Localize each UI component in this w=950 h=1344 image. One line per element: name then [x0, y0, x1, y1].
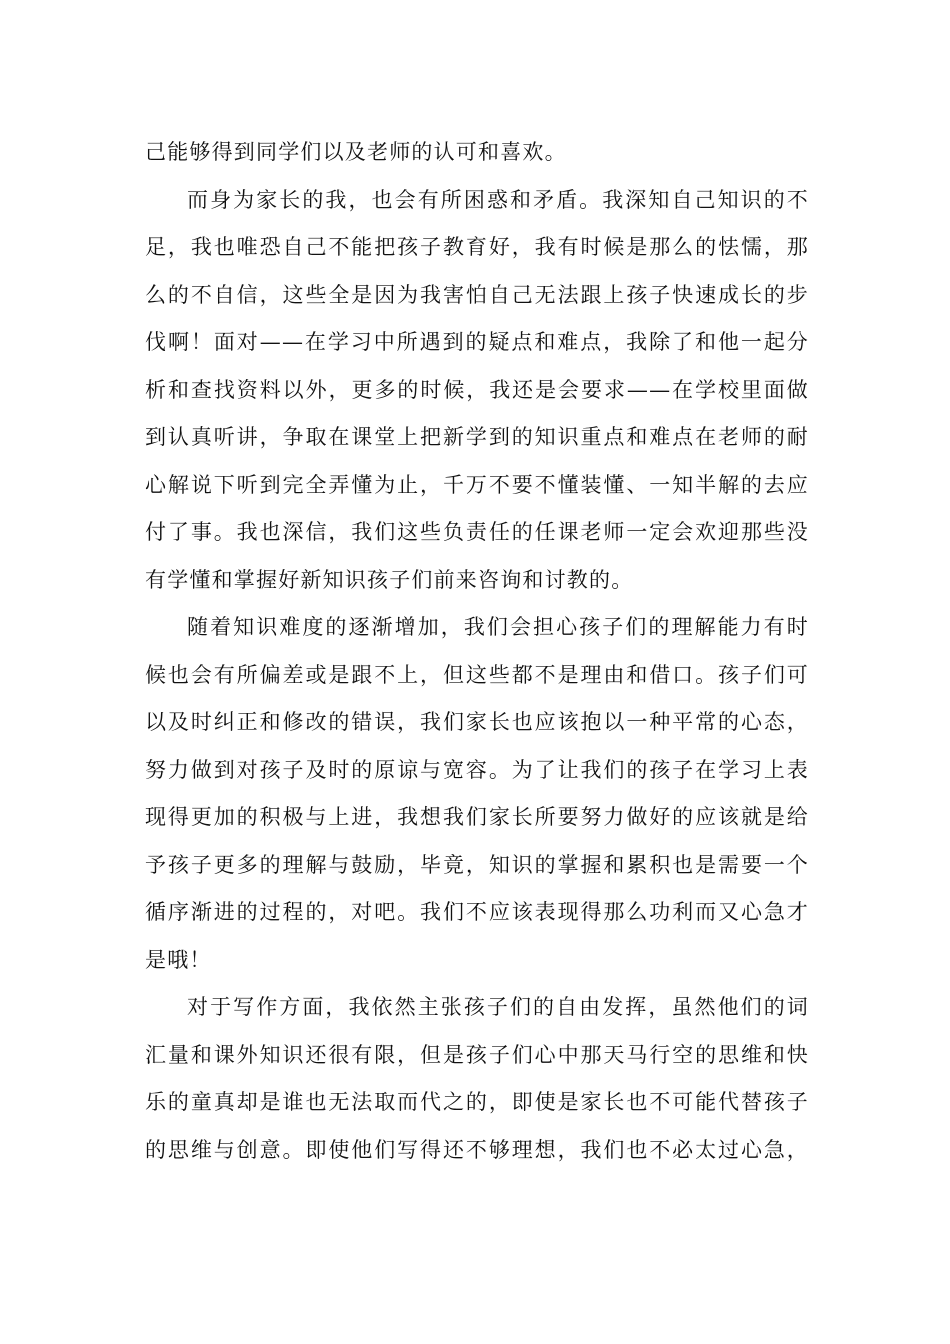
text-line: 予孩子更多的理解与鼓励，毕竟，知识的掌握和累积也是需要一个 [145, 852, 809, 877]
text-line: 己能够得到同学们以及老师的认可和喜欢。 [145, 140, 567, 164]
text-line: 现得更加的积极与上进，我想我们家长所要努力做好的应该就是给 [145, 805, 809, 829]
text-line: 对于写作方面，我依然主张孩子们的自由发挥，虽然他们的词 [187, 995, 809, 1019]
text-line: 候也会有所偏差或是跟不上，但这些都不是理由和借口。孩子们可 [145, 662, 809, 687]
paragraph-1 [145, 129, 809, 177]
text-line: 析和查找资料以外，更多的时候，我还是会要求——在学校里面做 [145, 377, 809, 402]
text-line: 到认真听讲，争取在课堂上把新学到的知识重点和难点在老师的耐 [145, 425, 809, 449]
text-line: 随着知识难度的逐渐增加，我们会担心孩子们的理解能力有时 [187, 615, 809, 639]
paragraph-3 [145, 604, 809, 984]
text-line: 么的不自信，这些全是因为我害怕自己无法跟上孩子快速成长的步 [145, 282, 809, 307]
paragraph-2 [145, 177, 809, 605]
paragraph-4 [145, 984, 809, 1174]
text-line: 付了事。我也深信，我们这些负责任的任课老师一定会欢迎那些没 [145, 520, 809, 544]
text-line: 汇量和课外知识还很有限，但是孩子们心中那天马行空的思维和快 [145, 1042, 809, 1067]
text-line: 以及时纠正和修改的错误，我们家长也应该抱以一种平常的心态， [145, 710, 809, 734]
body-text [145, 129, 809, 1174]
text-line: 有学懂和掌握好新知识孩子们前来咨询和讨教的。 [145, 567, 634, 592]
text-line: 的思维与创意。即使他们写得还不够理想，我们也不必太过心急， [145, 1137, 809, 1162]
text-line: 是哦！ [145, 947, 212, 972]
text-line: 乐的童真却是谁也无法取而代之的，即使是家长也不可能代替孩子 [145, 1090, 809, 1114]
text-line: 足，我也唯恐自己不能把孩子教育好，我有时候是那么的怯懦，那 [145, 235, 809, 259]
text-line: 伐啊！面对——在学习中所遇到的疑点和难点，我除了和他一起分 [145, 330, 809, 354]
text-line: 努力做到对孩子及时的原谅与宽容。为了让我们的孩子在学习上表 [145, 757, 809, 782]
text-line: 而身为家长的我，也会有所困惑和矛盾。我深知自己知识的不 [187, 187, 809, 212]
text-line: 循序渐进的过程的，对吧。我们不应该表现得那么功利而又心急才 [145, 900, 809, 924]
text-line: 心解说下听到完全弄懂为止，千万不要不懂装懂、一知半解的去应 [145, 472, 809, 497]
